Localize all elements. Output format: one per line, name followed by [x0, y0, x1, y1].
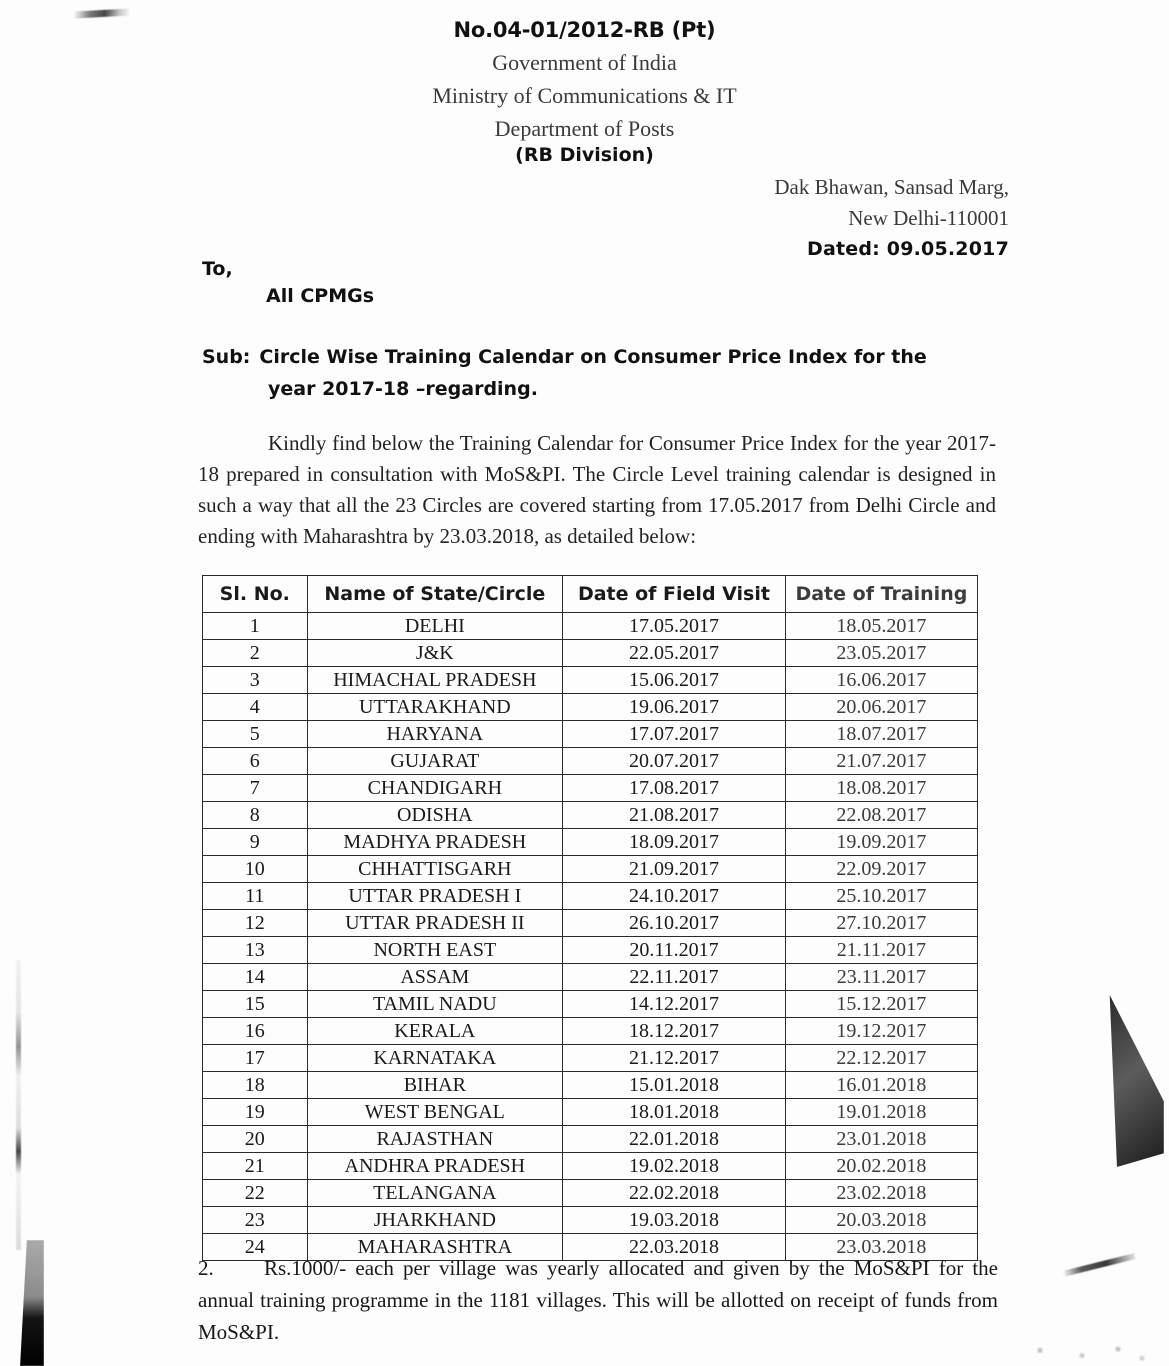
- cell-state-name: BIHAR: [307, 1072, 563, 1099]
- cell-state-name: HARYANA: [307, 721, 563, 748]
- cell-training-date: 27.10.2017: [785, 910, 977, 937]
- cell-field-visit-date: 17.08.2017: [563, 775, 786, 802]
- table-row: [203, 1180, 978, 1207]
- table-row: [203, 829, 978, 856]
- cell-training-date: 23.02.2018: [785, 1180, 977, 1207]
- cell-sl-no: 11: [203, 883, 308, 910]
- recipient-name: All CPMGs: [266, 285, 375, 307]
- cell-training-date: 20.03.2018: [785, 1207, 977, 1234]
- cell-field-visit-date: 19.06.2017: [563, 694, 786, 721]
- cell-state-name: ODISHA: [307, 802, 563, 829]
- cell-field-visit-date: 21.12.2017: [563, 1045, 786, 1072]
- cell-field-visit-date: 22.01.2018: [563, 1126, 786, 1153]
- cell-field-visit-date: 17.07.2017: [563, 721, 786, 748]
- cell-training-date: 15.12.2017: [785, 991, 977, 1018]
- table-row: [203, 883, 978, 910]
- cell-state-name: ASSAM: [307, 964, 563, 991]
- cell-training-date: 21.07.2017: [785, 748, 977, 775]
- cell-state-name: JHARKHAND: [307, 1207, 563, 1234]
- division-line: (RB Division): [515, 144, 654, 166]
- closing-item-number: 2.: [198, 1256, 214, 1280]
- table-row: [203, 910, 978, 937]
- cell-sl-no: 16: [203, 1018, 308, 1045]
- column-header-visit: Date of Field Visit: [563, 576, 786, 613]
- cell-training-date: 20.02.2018: [785, 1153, 977, 1180]
- cell-training-date: 19.09.2017: [785, 829, 977, 856]
- table-header-row: [203, 576, 978, 613]
- cell-field-visit-date: 15.01.2018: [563, 1072, 786, 1099]
- cell-sl-no: 10: [203, 856, 308, 883]
- cell-state-name: CHANDIGARH: [307, 775, 563, 802]
- cell-state-name: UTTAR PRADESH II: [307, 910, 563, 937]
- cell-training-date: 22.12.2017: [785, 1045, 977, 1072]
- cell-state-name: J&K: [307, 640, 563, 667]
- cell-sl-no: 17: [203, 1045, 308, 1072]
- cell-state-name: UTTARAKHAND: [307, 694, 563, 721]
- scan-left-edge-artifact: [16, 960, 21, 1250]
- cell-state-name: RAJASTHAN: [307, 1126, 563, 1153]
- table-row: [203, 1045, 978, 1072]
- cell-sl-no: 18: [203, 1072, 308, 1099]
- address-line-2: New Delhi-110001: [848, 206, 1009, 230]
- cell-state-name: WEST BENGAL: [307, 1099, 563, 1126]
- cell-training-date: 21.11.2017: [785, 937, 977, 964]
- cell-state-name: KARNATAKA: [307, 1045, 563, 1072]
- scan-right-line-artifact: [1062, 1253, 1135, 1277]
- closing-text: Rs.1000/- each per village was yearly allocated and given by the MoS&PI for the annual training programme in the 1181 villages. This will be allotted on receipt of funds from MoS&PI.: [198, 1256, 998, 1344]
- scan-smudge-artifact: [74, 9, 130, 19]
- cell-field-visit-date: 19.03.2018: [563, 1207, 786, 1234]
- cell-sl-no: 13: [203, 937, 308, 964]
- cell-sl-no: 1: [203, 613, 308, 640]
- table-row: [203, 613, 978, 640]
- table-row: [203, 1018, 978, 1045]
- department-line: Department of Posts: [494, 116, 675, 141]
- cell-sl-no: 6: [203, 748, 308, 775]
- closing-paragraph: [198, 1252, 998, 1348]
- cell-field-visit-date: 21.09.2017: [563, 856, 786, 883]
- scan-right-wedge-artifact: [1108, 995, 1164, 1167]
- cell-field-visit-date: 15.06.2017: [563, 667, 786, 694]
- table-row: [203, 1153, 978, 1180]
- cell-training-date: 16.01.2018: [785, 1072, 977, 1099]
- sender-address-block: [774, 172, 1009, 265]
- cell-state-name: CHHATTISGARH: [307, 856, 563, 883]
- cell-training-date: 22.09.2017: [785, 856, 977, 883]
- table-row: [203, 1099, 978, 1126]
- cell-field-visit-date: 22.11.2017: [563, 964, 786, 991]
- cell-field-visit-date: 22.05.2017: [563, 640, 786, 667]
- cell-field-visit-date: 20.11.2017: [563, 937, 786, 964]
- cell-sl-no: 8: [203, 802, 308, 829]
- cell-state-name: TELANGANA: [307, 1180, 563, 1207]
- column-header-state: Name of State/Circle: [307, 576, 563, 613]
- scan-bottom-noise-artifact: [1010, 1340, 1160, 1366]
- cell-training-date: 16.06.2017: [785, 667, 977, 694]
- table-row: [203, 667, 978, 694]
- cell-training-date: 19.01.2018: [785, 1099, 977, 1126]
- letter-date: Dated: 09.05.2017: [807, 238, 1009, 260]
- cell-state-name: HIMACHAL PRADESH: [307, 667, 563, 694]
- table-row: [203, 964, 978, 991]
- cell-training-date: 18.05.2017: [785, 613, 977, 640]
- address-line-1: Dak Bhawan, Sansad Marg,: [774, 175, 1009, 199]
- table-header: [203, 576, 978, 613]
- cell-field-visit-date: 21.08.2017: [563, 802, 786, 829]
- cell-sl-no: 24: [203, 1234, 308, 1261]
- cell-field-visit-date: 26.10.2017: [563, 910, 786, 937]
- cell-sl-no: 4: [203, 694, 308, 721]
- intro-paragraph: Kindly find below the Training Calendar for Consumer Price Index for the year 2017-18 prepared in consultation with MoS&PI. The Circle Level training calendar is designed in such a way that all the 23 Circles are covered starting from 17.05.2017 from Delhi Circle and ending with Maharashtra by 23.03.2018, as detailed below:: [198, 431, 996, 548]
- cell-state-name: UTTAR PRADESH I: [307, 883, 563, 910]
- cell-sl-no: 5: [203, 721, 308, 748]
- column-header-training: Date of Training: [785, 576, 977, 613]
- subject-line-2: year 2017-18 –regarding.: [268, 378, 538, 400]
- table-row: [203, 775, 978, 802]
- table-row: [203, 991, 978, 1018]
- table-row: [203, 640, 978, 667]
- cell-field-visit-date: 20.07.2017: [563, 748, 786, 775]
- government-line: Government of India: [492, 50, 677, 75]
- cell-field-visit-date: 18.12.2017: [563, 1018, 786, 1045]
- cell-field-visit-date: 22.02.2018: [563, 1180, 786, 1207]
- table-row: [203, 721, 978, 748]
- scan-left-wedge-artifact: [18, 1240, 44, 1366]
- cell-sl-no: 20: [203, 1126, 308, 1153]
- reference-number: No.04-01/2012-RB (Pt): [453, 18, 716, 42]
- cell-training-date: 22.08.2017: [785, 802, 977, 829]
- subject-block: [202, 341, 1002, 405]
- subject-label: Sub:: [202, 346, 251, 368]
- table-row: [203, 1072, 978, 1099]
- cell-training-date: 18.07.2017: [785, 721, 977, 748]
- cell-sl-no: 3: [203, 667, 308, 694]
- column-header-sl-no: Sl. No.: [203, 576, 308, 613]
- to-label: To,: [202, 258, 233, 280]
- cell-training-date: 18.08.2017: [785, 775, 977, 802]
- cell-training-date: 23.05.2017: [785, 640, 977, 667]
- cell-sl-no: 21: [203, 1153, 308, 1180]
- table-row: [203, 748, 978, 775]
- cell-state-name: MADHYA PRADESH: [307, 829, 563, 856]
- cell-sl-no: 19: [203, 1099, 308, 1126]
- cell-field-visit-date: 17.05.2017: [563, 613, 786, 640]
- cell-training-date: 23.03.2018: [785, 1234, 977, 1261]
- table-row: [203, 694, 978, 721]
- cell-training-date: 23.01.2018: [785, 1126, 977, 1153]
- cell-state-name: ANDHRA PRADESH: [307, 1153, 563, 1180]
- cell-sl-no: 12: [203, 910, 308, 937]
- table-row: [203, 1207, 978, 1234]
- table-row: [203, 856, 978, 883]
- cell-sl-no: 22: [203, 1180, 308, 1207]
- cell-field-visit-date: 24.10.2017: [563, 883, 786, 910]
- cell-field-visit-date: 14.12.2017: [563, 991, 786, 1018]
- cell-state-name: MAHARASHTRA: [307, 1234, 563, 1261]
- cell-sl-no: 7: [203, 775, 308, 802]
- table-body: [203, 613, 978, 1261]
- cell-state-name: TAMIL NADU: [307, 991, 563, 1018]
- table-row: [203, 1126, 978, 1153]
- cell-sl-no: 15: [203, 991, 308, 1018]
- cell-sl-no: 9: [203, 829, 308, 856]
- subject-line-1: Circle Wise Training Calendar on Consumer Price Index for the: [259, 346, 927, 368]
- table-row: [203, 937, 978, 964]
- cell-sl-no: 2: [203, 640, 308, 667]
- cell-state-name: KERALA: [307, 1018, 563, 1045]
- training-calendar-table: [202, 575, 978, 1261]
- cell-sl-no: 23: [203, 1207, 308, 1234]
- cell-training-date: 20.06.2017: [785, 694, 977, 721]
- cell-field-visit-date: 18.01.2018: [563, 1099, 786, 1126]
- cell-field-visit-date: 22.03.2018: [563, 1234, 786, 1261]
- cell-training-date: 25.10.2017: [785, 883, 977, 910]
- cell-state-name: NORTH EAST: [307, 937, 563, 964]
- table-row: [203, 802, 978, 829]
- cell-field-visit-date: 19.02.2018: [563, 1153, 786, 1180]
- cell-state-name: GUJARAT: [307, 748, 563, 775]
- cell-training-date: 23.11.2017: [785, 964, 977, 991]
- cell-field-visit-date: 18.09.2017: [563, 829, 786, 856]
- cell-sl-no: 14: [203, 964, 308, 991]
- ministry-line: Ministry of Communications & IT: [432, 83, 737, 108]
- cell-training-date: 19.12.2017: [785, 1018, 977, 1045]
- cell-state-name: DELHI: [307, 613, 563, 640]
